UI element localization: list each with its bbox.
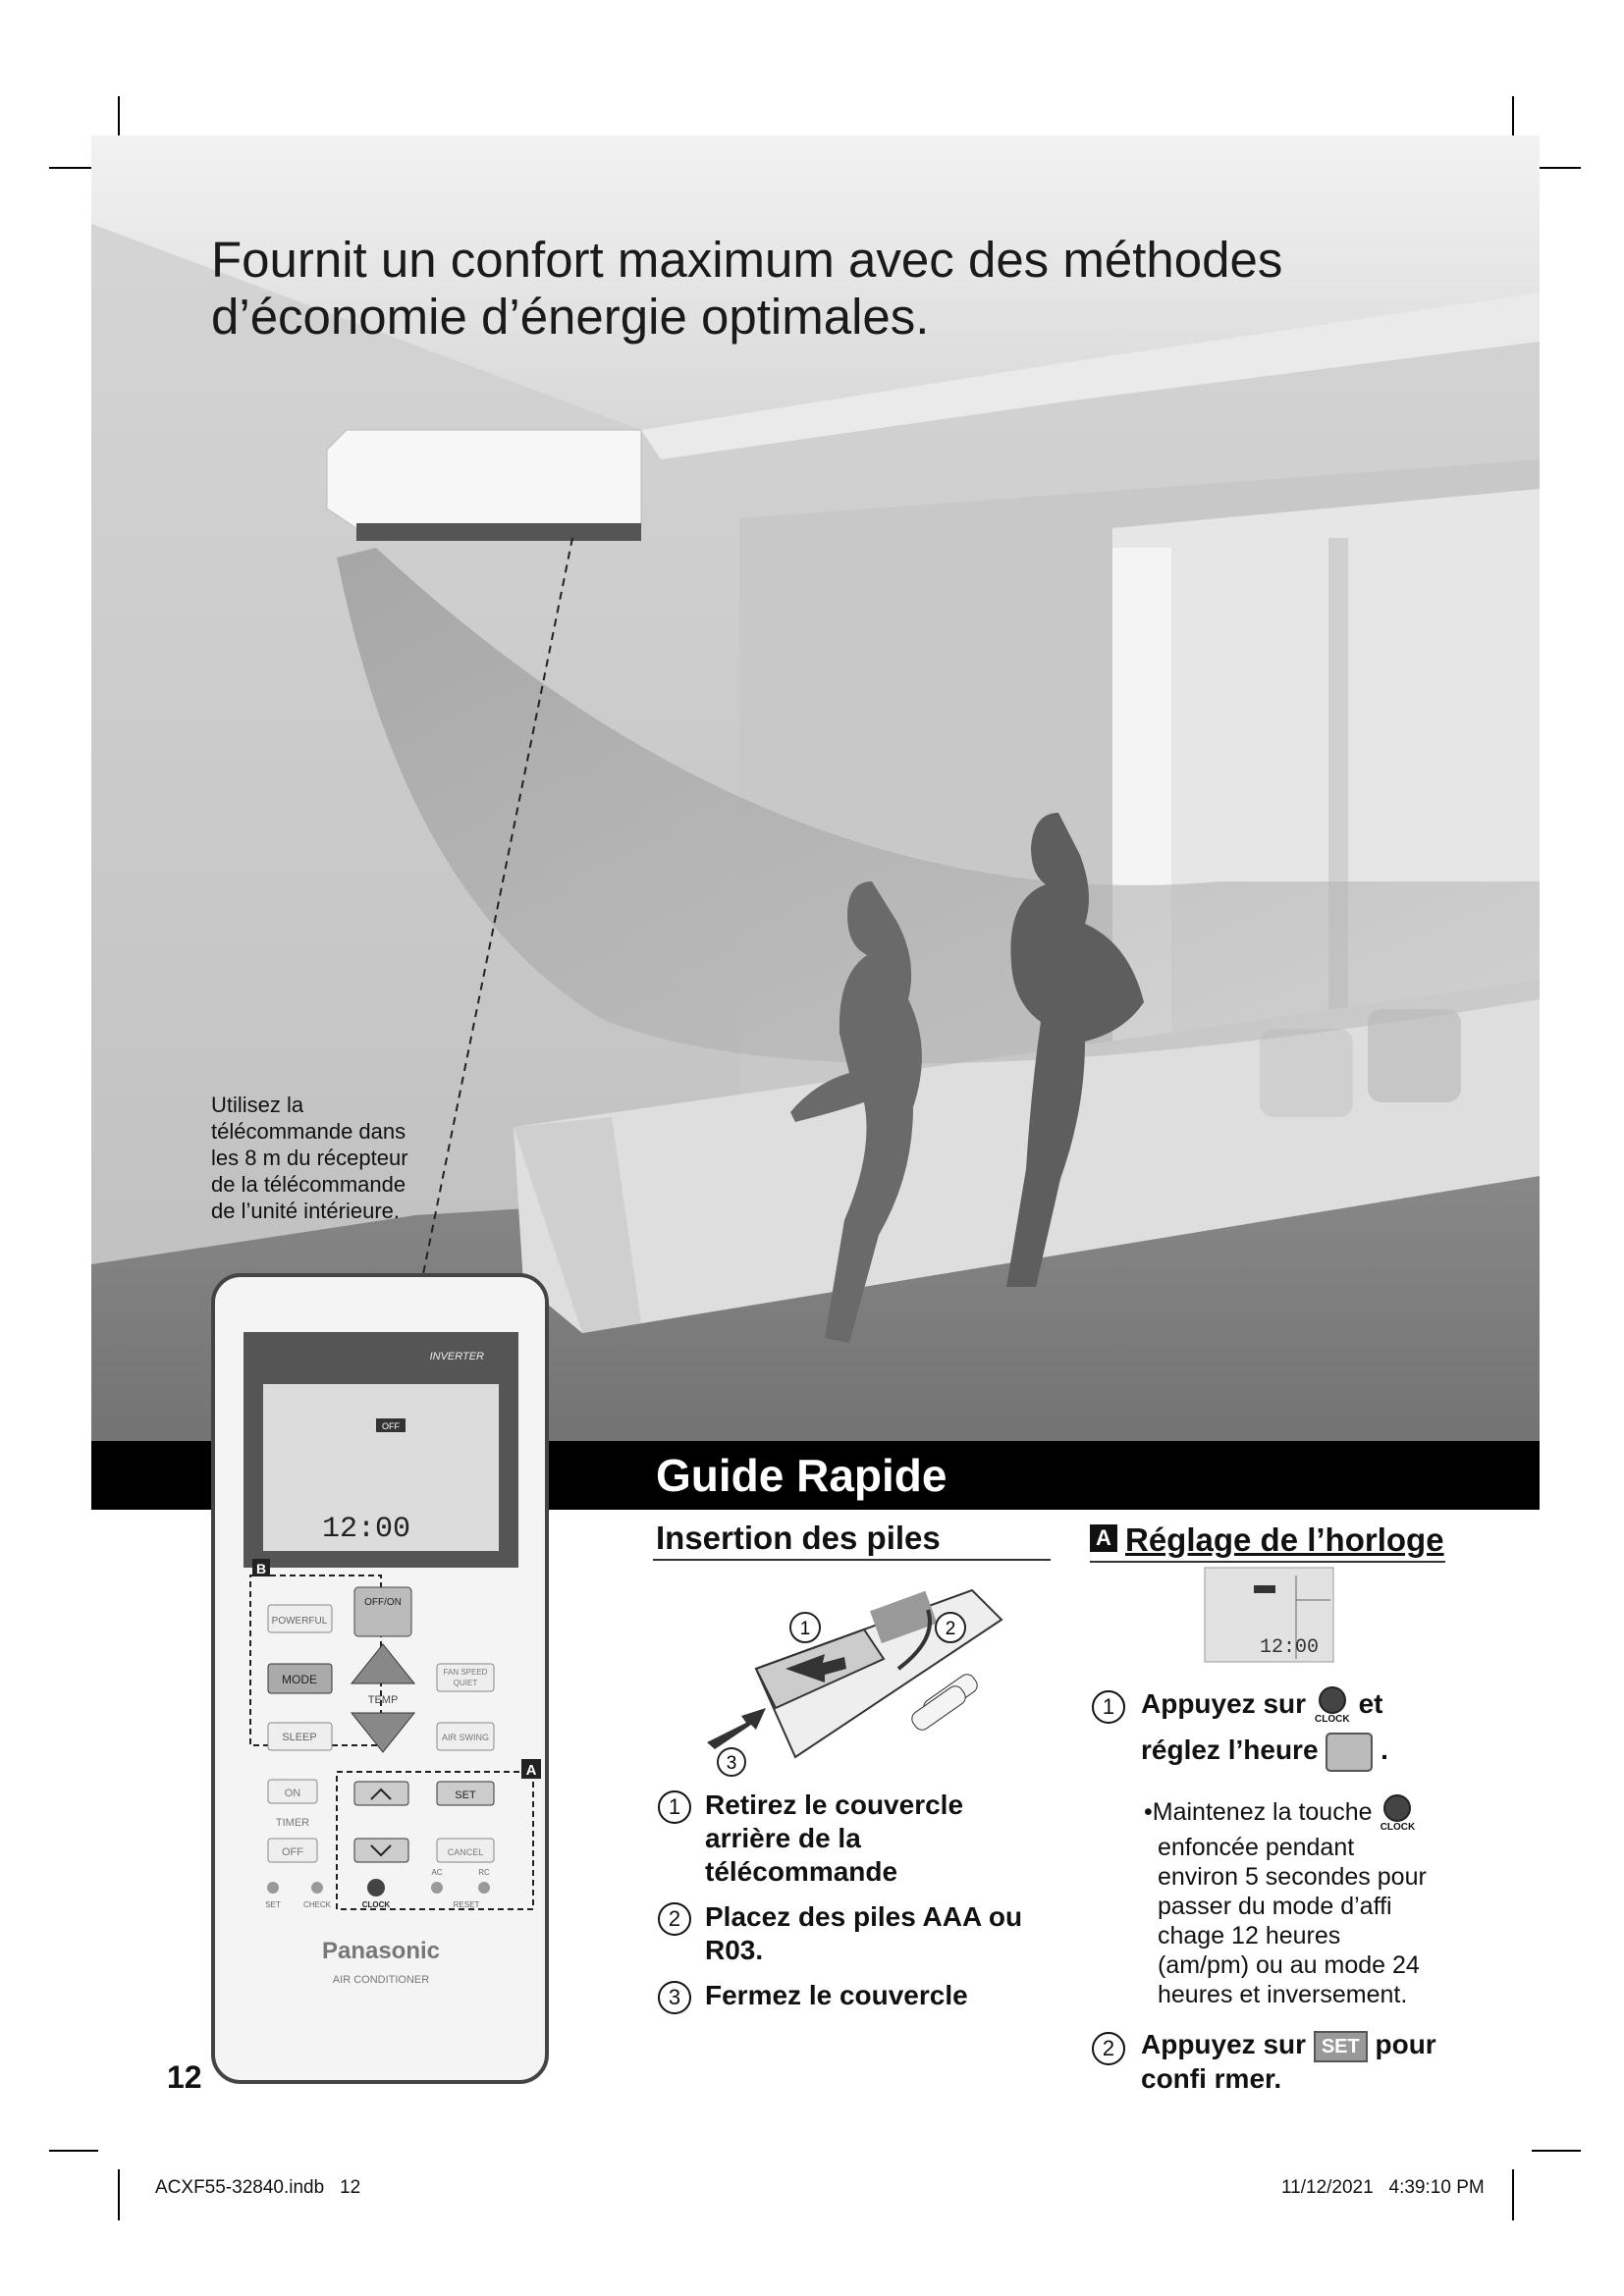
- remote-on: ON: [284, 1788, 301, 1799]
- headline: [211, 232, 1340, 346]
- remote-sleep: SLEEP: [282, 1732, 317, 1743]
- range-note: Utilisez la télécommande dans les 8 m du récepteur de la télécommande de l’unité intérieure.: [211, 1093, 408, 1223]
- clock-icon-small: CLOCK: [1379, 1794, 1416, 1833]
- remote-ac: AC: [431, 1868, 443, 1877]
- clock-step-1-a: Appuyez sur: [1141, 1687, 1307, 1719]
- remote-control-illustration: [209, 1271, 553, 2086]
- remote-quiet: QUIET: [453, 1679, 478, 1687]
- remote-temp: TEMP: [367, 1694, 399, 1706]
- insertion-step-2: Placez des piles AAA ou R03.: [705, 1901, 1023, 1965]
- clock-step-2-c: confi rmer.: [1141, 2062, 1282, 2094]
- remote-clock: CLOCK: [361, 1900, 391, 1909]
- clock-heading: Réglage de l’horloge: [1125, 1522, 1444, 1558]
- step-number-3: 3: [658, 1981, 691, 2014]
- battery-insertion-diagram: [687, 1571, 1011, 1777]
- headline-line-1: Fournit un confort maximum avec des méthodes: [211, 232, 1283, 288]
- insertion-heading: Insertion des piles: [656, 1520, 941, 1556]
- headline-line-2: d’économie d’énergie optimales.: [211, 289, 930, 345]
- remote-brand: Panasonic: [321, 1938, 441, 1964]
- remote-check: CHECK: [302, 1900, 332, 1909]
- footer-file: ACXF55-32840.indb 12: [155, 2177, 361, 2198]
- remote-set-small: SET: [265, 1900, 281, 1909]
- clock-display-illustration: [1203, 1566, 1335, 1664]
- clock-step-2-b: pour: [1375, 2029, 1436, 2059]
- clock-step-2: [1141, 2028, 1455, 2096]
- clock-note: •Maintenez la touche CLOCK enfoncée pendant environ 5 secondes pour passer du mode d’affi chage 12 heures (am/pm) ou au mode 24 heures et inversement.: [1144, 1794, 1438, 2009]
- clock-step-2-a: Appuyez sur: [1141, 2029, 1307, 2059]
- crop-mark: [49, 2150, 98, 2152]
- remote-display-off: OFF: [382, 1421, 400, 1431]
- remote-off: OFF: [282, 1846, 303, 1858]
- footer-timestamp: 11/12/2021 4:39:10 PM: [1281, 2177, 1485, 2198]
- remote-set: SET: [455, 1789, 476, 1801]
- clock-step-number-1: 1: [1092, 1690, 1125, 1724]
- remote-label-a: A: [525, 1762, 537, 1779]
- crop-mark: [1532, 2150, 1581, 2152]
- clock-icon: CLOCK: [1314, 1686, 1351, 1725]
- remote-powerful: POWERFUL: [271, 1616, 328, 1627]
- page-number: 12: [167, 2059, 202, 2095]
- remote-offon: OFF/ON: [364, 1597, 402, 1608]
- step-number-2: 2: [658, 1902, 691, 1936]
- remote-rc: RC: [478, 1868, 490, 1877]
- clock-step-1-d: .: [1380, 1735, 1388, 1765]
- remote-label-b: B: [255, 1561, 267, 1576]
- clock-tag-a: A: [1090, 1524, 1117, 1552]
- clock-rule: [1090, 1561, 1445, 1563]
- remote-inverter-badge: INVERTER: [429, 1351, 484, 1362]
- remote-air-swing: AIR SWING: [441, 1733, 490, 1742]
- diagram-mark-2: 2: [945, 1619, 956, 1639]
- arrow-updown-icon: [1326, 1733, 1373, 1772]
- clock-step-1-c: réglez l’heure: [1141, 1735, 1319, 1765]
- crop-mark: [1512, 2169, 1514, 2220]
- remote-product: AIR CONDITIONER: [332, 1974, 430, 1986]
- remote-fan-speed: FAN SPEED: [443, 1668, 488, 1677]
- clock-step-1-b: et: [1358, 1687, 1383, 1719]
- clock-step-1: [1141, 1686, 1455, 1776]
- insertion-step-1: Retirez le couvercle arrière de la télécommande: [705, 1789, 964, 1887]
- remote-mode: MODE: [282, 1673, 317, 1686]
- set-button-icon: SET: [1314, 2031, 1368, 2062]
- remote-timer: TIMER: [275, 1817, 310, 1829]
- remote-reset: RESET: [453, 1900, 480, 1909]
- guide-title: Guide Rapide: [656, 1450, 947, 1501]
- insertion-rule: [653, 1559, 1051, 1561]
- insertion-step-3: Fermez le couvercle: [705, 1980, 968, 2010]
- clock-note-b: enfoncée pendant environ 5 secondes pour passer du mode d’affi chage 12 heures (am/pm) ou au mode 24 heures et inversement.: [1158, 1834, 1427, 2008]
- diagram-mark-1: 1: [799, 1619, 811, 1639]
- clock-step-number-2: 2: [1092, 2032, 1125, 2065]
- remote-cancel: CANCEL: [447, 1847, 484, 1857]
- clock-note-a: Maintenez la touche: [1152, 1798, 1373, 1827]
- crop-mark: [118, 2169, 120, 2220]
- step-number-1: 1: [658, 1790, 691, 1824]
- remote-display-time: 12:00: [322, 1513, 411, 1546]
- diagram-mark-3: 3: [726, 1753, 737, 1774]
- clock-display-time: 12:00: [1260, 1636, 1320, 1659]
